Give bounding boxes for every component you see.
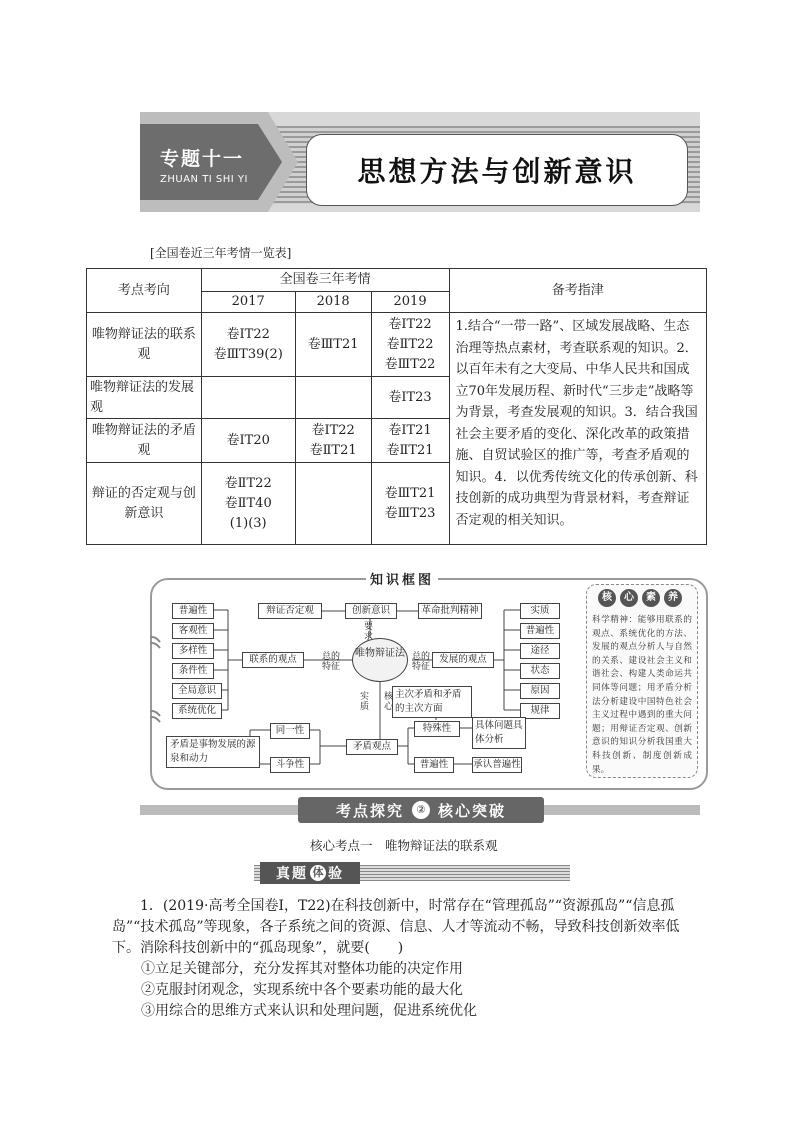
core-title-char: 核 bbox=[598, 589, 616, 607]
node-development: 发展的观点 bbox=[432, 652, 494, 668]
node-connection: 联系的观点 bbox=[242, 652, 304, 668]
exam-cell bbox=[295, 313, 371, 377]
exam-cell bbox=[295, 419, 371, 463]
core-point-heading: 核心考点一 唯物辩证法的联系观 bbox=[310, 838, 498, 853]
exam-ref: 卷ⅠT22 bbox=[311, 422, 355, 438]
question-block bbox=[112, 896, 692, 1022]
tag-char: 验 bbox=[328, 866, 344, 882]
item-system-optimization: 系统优化 bbox=[172, 703, 222, 719]
exam-ref: 卷ⅠT22 bbox=[388, 316, 432, 332]
section-mid-icon: ② bbox=[412, 801, 430, 819]
node-source: 矛盾是事物发展的源泉和动力 bbox=[166, 736, 260, 768]
table-row bbox=[87, 313, 707, 377]
exam-cell bbox=[201, 419, 295, 463]
node-struggle: 斗争性 bbox=[270, 757, 310, 773]
tag-char: 题 bbox=[292, 866, 308, 882]
item-diversity: 多样性 bbox=[172, 643, 214, 659]
core-title-char: 素 bbox=[642, 589, 660, 607]
knowledge-map-title: 知识框图 bbox=[366, 569, 438, 587]
header-group: 全国卷三年考情 bbox=[201, 269, 449, 292]
exam-ref: 卷ⅢT21 bbox=[307, 336, 359, 352]
exam-cell bbox=[201, 377, 295, 419]
node-identity: 同一性 bbox=[270, 723, 310, 739]
label-general-left: 总的特征 bbox=[322, 652, 341, 672]
topic-cell: 唯物辩证法的发展观 bbox=[87, 377, 202, 419]
core-title-char: 养 bbox=[664, 589, 682, 607]
section-right: 核心突破 bbox=[438, 801, 507, 820]
section-bar bbox=[140, 797, 700, 823]
item-law: 规律 bbox=[520, 703, 560, 719]
node-innovation: 创新意识 bbox=[345, 603, 397, 619]
item-essence: 实质 bbox=[520, 603, 560, 619]
label-core: 核心 bbox=[384, 692, 394, 712]
header-topic: 考点考向 bbox=[87, 269, 202, 313]
item-state: 状态 bbox=[520, 663, 560, 679]
node-universality: 普遍性 bbox=[414, 757, 454, 773]
core-title-char: 心 bbox=[620, 589, 638, 607]
exam-cell bbox=[295, 377, 371, 419]
exam-ref: 卷ⅠT22 bbox=[226, 326, 270, 342]
question-option: ②克服封闭观念，实现系统中各个要素功能的最大化 bbox=[141, 982, 463, 998]
header-year: 2018 bbox=[295, 292, 371, 313]
exam-cell bbox=[371, 419, 449, 463]
section-left: 考点探究 bbox=[335, 801, 404, 820]
label-essence: 实质 bbox=[360, 692, 370, 712]
header-year: 2017 bbox=[201, 292, 295, 313]
header-guide: 备考指津 bbox=[449, 269, 707, 313]
item-universality: 普遍性 bbox=[172, 603, 214, 619]
item-overall-awareness: 全局意识 bbox=[172, 683, 222, 699]
label-general-right: 总的特征 bbox=[412, 652, 431, 672]
topic-cell: 唯物辩证法的联系观 bbox=[87, 313, 202, 377]
exam-cell bbox=[371, 313, 449, 377]
exam-cell bbox=[201, 313, 295, 377]
exam-ref: 卷ⅢT21 bbox=[384, 485, 436, 501]
node-dialectical-negation: 辩证否定观 bbox=[258, 603, 322, 619]
exam-ref: 卷ⅡT21 bbox=[309, 442, 357, 458]
exam-table bbox=[86, 268, 707, 545]
chapter-tag bbox=[160, 144, 248, 185]
item-cause: 原因 bbox=[520, 683, 560, 699]
node-adhere: 承认普遍性 bbox=[472, 757, 522, 773]
center-node: 唯物辩证法 bbox=[352, 638, 408, 682]
exam-cell bbox=[201, 463, 295, 545]
tag-char: 真 bbox=[276, 866, 292, 882]
item-conditionality: 条件性 bbox=[172, 663, 214, 679]
exam-cell bbox=[371, 377, 449, 419]
exam-ref: 卷ⅡT21 bbox=[386, 442, 434, 458]
exam-ref: 卷ⅢT23 bbox=[384, 505, 436, 521]
item-universal: 普遍性 bbox=[520, 623, 560, 639]
label-require: 要求 bbox=[364, 622, 374, 642]
item-path: 途径 bbox=[520, 643, 560, 659]
exam-ref: 卷ⅡT22 bbox=[386, 336, 434, 352]
exam-ref: 卷ⅠT20 bbox=[226, 432, 270, 448]
chapter-tag-cn: 专题十一 bbox=[160, 148, 245, 170]
exam-ref: 卷ⅠT23 bbox=[388, 389, 432, 405]
chapter-banner bbox=[140, 104, 700, 220]
exam-ref: (1)(3) bbox=[229, 515, 267, 531]
chapter-title: 思想方法与创新意识 bbox=[306, 134, 688, 206]
exam-ref: 卷ⅡT40 bbox=[224, 495, 272, 511]
section-plate bbox=[298, 797, 544, 823]
exam-ref: 卷ⅠT21 bbox=[388, 422, 432, 438]
table-caption: [全国卷近三年考情一览表] bbox=[150, 246, 292, 260]
exam-ref: 卷ⅢT22 bbox=[384, 356, 436, 372]
node-contradiction: 矛盾观点 bbox=[346, 739, 398, 755]
real-question-tag bbox=[260, 862, 360, 884]
node-particularity: 特殊性 bbox=[414, 721, 460, 737]
exam-cell bbox=[371, 463, 449, 545]
tag-char: 体 bbox=[310, 865, 326, 881]
exam-ref: 卷ⅡT22 bbox=[224, 475, 272, 491]
exam-cell bbox=[295, 463, 371, 545]
question-option: ③用综合的思维方式来认识和处理问题，促进系统优化 bbox=[141, 1003, 477, 1019]
topic-cell: 唯物辩证法的矛盾观 bbox=[87, 419, 202, 463]
question-stem: 1．(2019·高考全国卷Ⅰ，T22)在科技创新中，时常存在“管理孤岛”“资源孤岛”“信息孤岛”“技术孤岛”等现象，各子系统之间的资源、信息、人才等流动不畅，导致科技创新效率低下。消除科技创新中的“孤岛现象”，就要( ) bbox=[112, 898, 680, 956]
question-option: ①立足关键部分，充分发挥其对整体功能的决定作用 bbox=[141, 961, 463, 977]
node-main: 主次矛盾和矛盾的主次方面 bbox=[392, 686, 472, 718]
core-literacy-text: 科学精神：能够用联系的观点、系统优化的方法、发展的观点分析人与自然的关系、建设社会主义和谐社会、构建人类命运共同体等问题；用矛盾分析法分析建设中国特色社会主义过程中遇到的重大问题；用辩证否定观、创新意识的知识分析我国重大科技创新、制度创新成果。 bbox=[592, 615, 692, 775]
exam-ref: 卷ⅢT39(2) bbox=[213, 346, 283, 362]
header-year: 2019 bbox=[371, 292, 449, 313]
topic-cell: 辩证的否定观与创新意识 bbox=[87, 463, 202, 545]
node-revolution: 革命批判精神 bbox=[418, 603, 482, 619]
item-objectivity: 客观性 bbox=[172, 623, 214, 639]
real-question-bar bbox=[254, 862, 570, 884]
guide-cell: 1.结合“一带一路”、区域发展战略、生态治理等热点素材，考查联系观的知识。2．以百年未有之大变局、中华人民共和国成立70年发展历程、新时代“三步走”战略等为背景，考查发展观的知识。3．结合我国社会主要矛盾的变化、深化改革的政策措施、自贸试验区的推广等，考查矛盾观的知识。4．以优秀传统文化的传承创新、科技创新的成功典型为背景材料，考查辩证否定观的相关知识。 bbox=[449, 313, 707, 545]
core-literacy-title bbox=[598, 589, 684, 609]
chapter-tag-en: ZHUAN TI SHI YI bbox=[160, 174, 248, 185]
node-concrete: 具体问题具体分析 bbox=[472, 717, 526, 749]
